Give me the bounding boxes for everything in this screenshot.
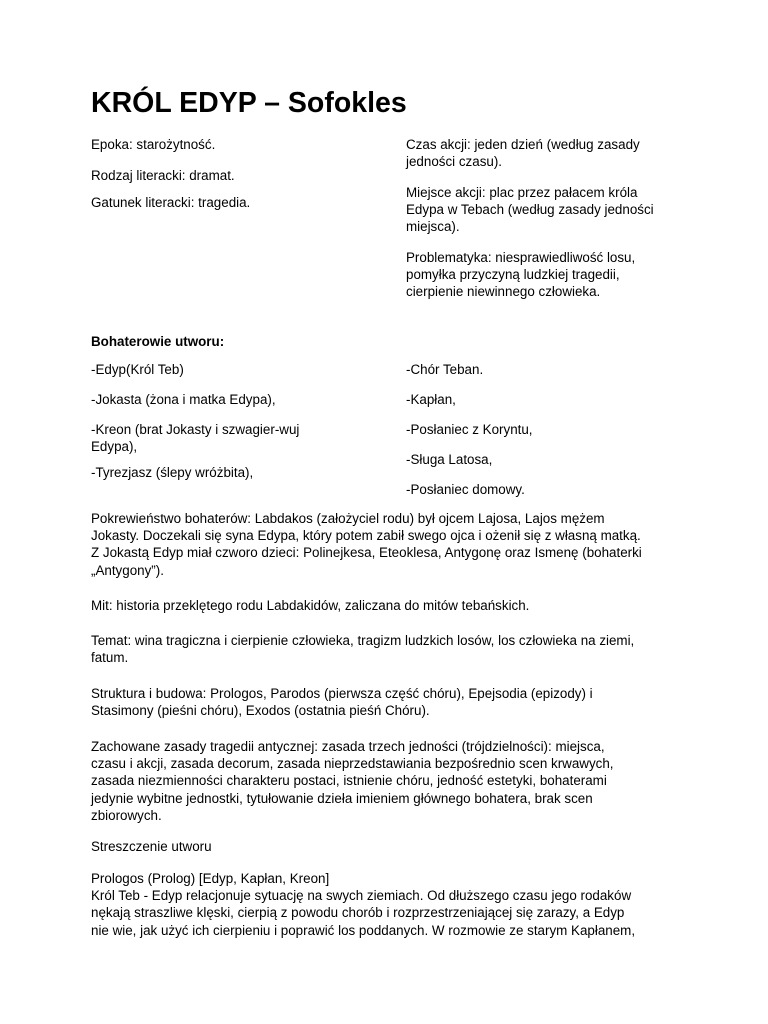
text-line: Król Teb - Edyp relacjonuje sytuację na swych ziemiach. Od dłuższego czasu jego rodaków: [91, 888, 632, 904]
text-line: Pokrewieństwo bohaterów: Labdakos (założyciel rodu) był ojcem Lajosa, Lajos mężem: [91, 511, 605, 526]
character-kreon-line: -Kreon (brat Jokasty i szwagier-wuj: [91, 422, 300, 437]
text-line: Stasimony (pieśni chóru), Exodos (ostatnia pieśń Chóru).: [91, 703, 430, 719]
character-kreon: [91, 421, 381, 455]
text-line: Temat: wina tragiczna i cierpienie człowieka, tragizm ludzkich losów, los człowieka na ziemi,: [91, 633, 635, 648]
paragraph-streszczenie: [91, 838, 691, 855]
info-gatunek: Gatunek literacki: tragedia.: [91, 195, 251, 210]
info-miejsce-line: miejsca).: [406, 219, 460, 234]
text-line: jedynie wybitne jednostki, tytułowanie dzieła imieniem głównego bohatera, brak scen: [91, 790, 593, 806]
info-problematyka-line: pomyłka przyczyną ludzkiej tragedii,: [406, 267, 620, 282]
text-line: nękają straszliwe klęski, cierpią z powodu chorób i rozprzestrzeniającej się zarazy, a Edyp: [91, 905, 625, 921]
character-poslaniec-domowy: -Posłaniec domowy.: [406, 482, 525, 497]
text-line: zasada niezmienności charakteru postaci, istnienie chóru, jedność estetyki, bohaterami: [91, 773, 607, 789]
text-line: Mit: historia przeklętego rodu Labdakidów, zaliczana do mitów tebańskich.: [91, 598, 530, 613]
paragraph-struktura: [91, 685, 691, 719]
text-line: fatum.: [91, 650, 129, 666]
character-kreon-line: Edypa),: [91, 439, 138, 454]
info-problematyka-line: cierpienie niewinnego człowieka.: [406, 284, 601, 299]
character-poslaniec-korynt: -Posłaniec z Koryntu,: [406, 422, 533, 437]
character-jokasta: -Jokasta (żona i matka Edypa),: [91, 392, 276, 407]
info-left-column: [91, 136, 381, 211]
text-line: Prologos (Prolog) [Edyp, Kapłan, Kreon]: [91, 871, 330, 886]
character-edyp: -Edyp(Król Teb): [91, 362, 184, 377]
info-problematyka: [406, 249, 686, 300]
paragraph-temat: [91, 632, 691, 666]
text-line: Jokasty. Doczekali się syna Edypa, który potem zabił swego ojca i ożenił się z własną matką.: [91, 528, 641, 544]
document-title: KRÓL EDYP – Sofokles: [91, 87, 407, 119]
character-sluga: -Sługa Latosa,: [406, 452, 493, 467]
paragraph-prologos: [91, 870, 691, 939]
character-tyrezjasz: -Tyrezjasz (ślepy wróżbita),: [91, 465, 254, 480]
info-miejsce-line: Miejsce akcji: plac przez pałacem króla: [406, 185, 638, 200]
paragraph-mit: [91, 597, 691, 614]
text-line: Streszczenie utworu: [91, 839, 212, 854]
info-miejsce-line: Edypa w Tebach (według zasady jedności: [406, 202, 654, 217]
characters-heading: Bohaterowie utworu:: [91, 334, 225, 349]
info-right-column: [406, 136, 686, 300]
info-czas-line: jedności czasu).: [406, 154, 503, 169]
character-chor: -Chór Teban.: [406, 362, 484, 377]
info-problematyka-line: Problematyka: niesprawiedliwość losu,: [406, 250, 636, 265]
info-czas-line: Czas akcji: jeden dzień (według zasady: [406, 137, 640, 152]
text-line: Zachowane zasady tragedii antycznej: zasada trzech jedności (trójdzielności): miejsca,: [91, 739, 605, 754]
text-line: Z Jokastą Edyp miał czworo dzieci: Polinejkesa, Eteoklesa, Antygonę oraz Ismenę (bohaterki: [91, 545, 642, 561]
character-kaplan: -Kapłan,: [406, 392, 456, 407]
info-epoka: Epoka: starożytność.: [91, 137, 216, 152]
text-line: Struktura i budowa: Prologos, Parodos (pierwsza część chóru), Epejsodia (epizody) i: [91, 686, 593, 701]
info-rodzaj: Rodzaj literacki: dramat.: [91, 168, 235, 183]
text-line: „Antygony”).: [91, 562, 164, 578]
text-line: nie wie, jak użyć ich cierpieniu i poprawić los poddanych. W rozmowie ze starym Kapłanem,: [91, 922, 636, 938]
characters-right-column: [406, 361, 686, 498]
info-miejsce: [406, 184, 686, 235]
characters-left-column: [91, 361, 381, 481]
text-line: czasu i akcji, zasada decorum, zasada nieprzedstawiania bezpośrednio scen krwawych,: [91, 756, 614, 772]
paragraph-pokrewienstwo: [91, 510, 691, 579]
text-line: zbiorowych.: [91, 807, 162, 823]
info-czas: [406, 136, 686, 170]
paragraph-zasady: [91, 738, 691, 824]
